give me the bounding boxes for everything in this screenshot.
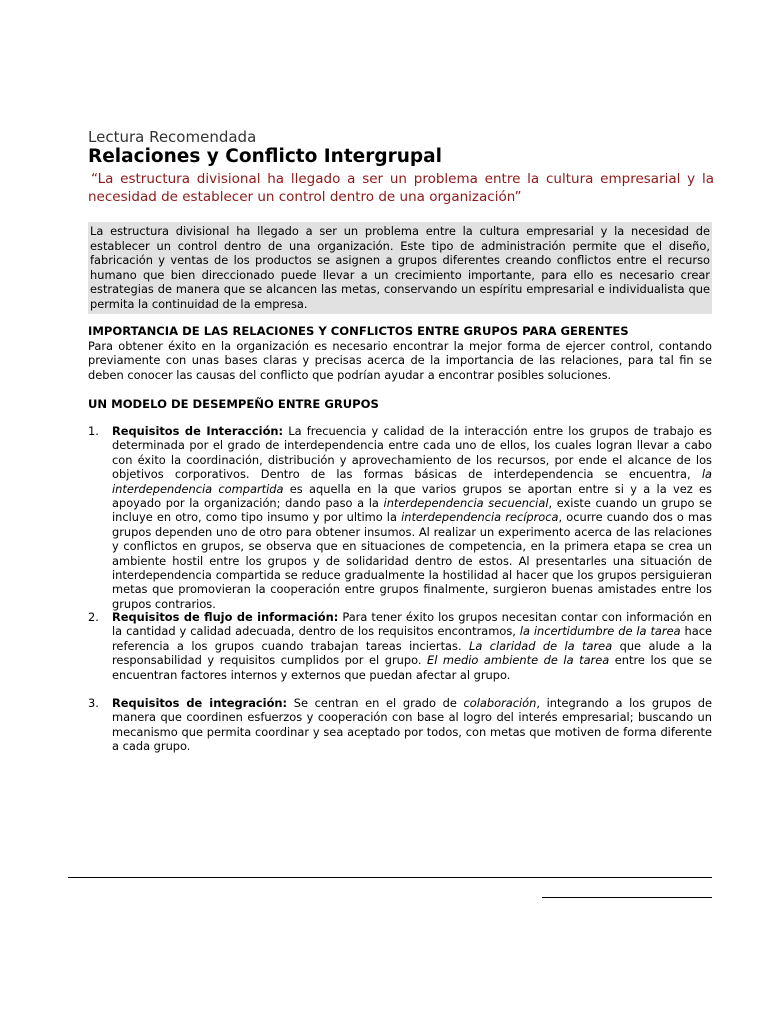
list-item-text-run: La frecuencia y calidad de la interacción entre los grupos de trabajo es determinada por el grado de interdependencia entre cada uno de ellos, los cuales logran llevar a cabo con éxito la coordinación, distribución y aprovechamiento de los recursos, por ende el alcance de los objetivos corporativos. Dentro de las formas básicas de interdependencia se encuentra, xyxy=(112,424,712,482)
list-item-emphasis: El medio ambiente de la tarea xyxy=(427,653,610,668)
list-item-text-run: Para tener éxito los grupos necesitan contar con información en la cantidad y calidad adecuada, dentro de los requisitos encontramos, xyxy=(112,610,712,639)
list-item-text-run: hace referencia a los grupos cuando trabajan tareas inciertas. xyxy=(112,624,712,653)
footer-rule-short xyxy=(542,897,712,898)
list-item-emphasis: La claridad de la tarea xyxy=(469,638,613,653)
document-kicker: Lectura Recomendada xyxy=(88,128,257,146)
list-item-text-run: que alude a la responsabilidad y requisitos cumplidos por el grupo. xyxy=(112,638,713,668)
section-heading-importancia: IMPORTANCIA DE LAS RELACIONES Y CONFLICTOS ENTRE GRUPOS PARA GERENTES xyxy=(88,324,629,338)
list-item-text-run: , integrando a los grupos de manera que coordinen esfuerzos y cooperación con base al logro del interés empresarial; buscando un mecanismo que permita coordinar y sea aceptado por todos, con metas que motiven de forma diferente a cada grupo. xyxy=(112,696,712,754)
list-item-emphasis: la interdependencia compartida xyxy=(112,467,712,496)
list-item-text-run: Se centran en el grado de xyxy=(287,696,464,710)
list-item-text xyxy=(112,610,712,682)
list-item-text-run: , existe cuando un grupo se incluye en otro, como tipo insumo y por ultimo la xyxy=(112,496,713,525)
list-item-text-run: entre los que se encuentran factores internos y externos que puedan afectar al grupo. xyxy=(112,653,713,682)
list-item-text xyxy=(112,696,712,754)
list-item-text-run: es aquella en la que varios grupos se aportan entre si y a la vez es apoyado por la organización; dando paso a la xyxy=(112,481,712,511)
list-item-term: Requisitos de flujo de información: xyxy=(112,610,339,624)
list-item-number: 3. xyxy=(88,696,99,710)
list-item-term: Requisitos de integración: xyxy=(112,696,288,710)
list-item-emphasis: interdependencia recíproca xyxy=(401,510,559,525)
section-body-importancia: Para obtener éxito en la organización es necesario encontrar la mejor forma de ejercer control, contando previamente con unas bases claras y precisas acerca de la importancia de las relaciones, para tal fin se deben conocer las causas del conflicto que podrían ayudar a encontrar posibles soluciones. xyxy=(88,339,712,382)
abstract-box: La estructura divisional ha llegado a ser un problema entre la cultura empresarial y la necesidad de establecer un control dentro de una organización. Este tipo de administración permite que el diseño, fabricación y ventas de los productos se asignen a grupos diferentes creando conflictos entre el recurso humano que bien direccionado puede llevar a un crecimiento importante, para ello es necesario crear estrategias de manera que se alcancen las metas, conservando un espíritu empresarial e individualista que permita la continuidad de la empresa. xyxy=(88,222,712,314)
list-item-term: Requisitos de Interacción: xyxy=(112,424,284,438)
section-heading-modelo: UN MODELO DE DESEMPEÑO ENTRE GRUPOS xyxy=(88,397,379,411)
list-item-number: 2. xyxy=(88,610,99,624)
list-item-text-run: , ocurre cuando dos o mas grupos dependen uno de otro para obtener insumos. Al realizar un experimento acerca de las relaciones y conflictos en grupos, se observa que en situaciones de competencia, en la primera etapa se crea un ambiente hostil entre los grupos y de solidaridad dentro de estos. Al presentarles una situación de interdependencia compartida se reduce gradualmente la hostilidad al hacer que los grupos persiguieran metas que promovieran la cooperación entre grupos finalmente, surgieron buenas amistades entre los grupos contrarios. xyxy=(112,510,713,611)
list-item-text xyxy=(112,424,712,611)
epigraph-quote: “La estructura divisional ha llegado a ser un problema entre la cultura empresarial y la necesidad de establecer un control dentro de una organización” xyxy=(88,171,714,205)
list-item-emphasis: la incertidumbre de la tarea xyxy=(519,624,681,639)
list-item-emphasis: interdependencia secuencial xyxy=(383,496,549,511)
list-item-number: 1. xyxy=(88,424,99,438)
footer-rule xyxy=(68,877,712,878)
list-item-emphasis: colaboración xyxy=(463,696,537,710)
document-title: Relaciones y Conflicto Intergrupal xyxy=(88,146,442,167)
